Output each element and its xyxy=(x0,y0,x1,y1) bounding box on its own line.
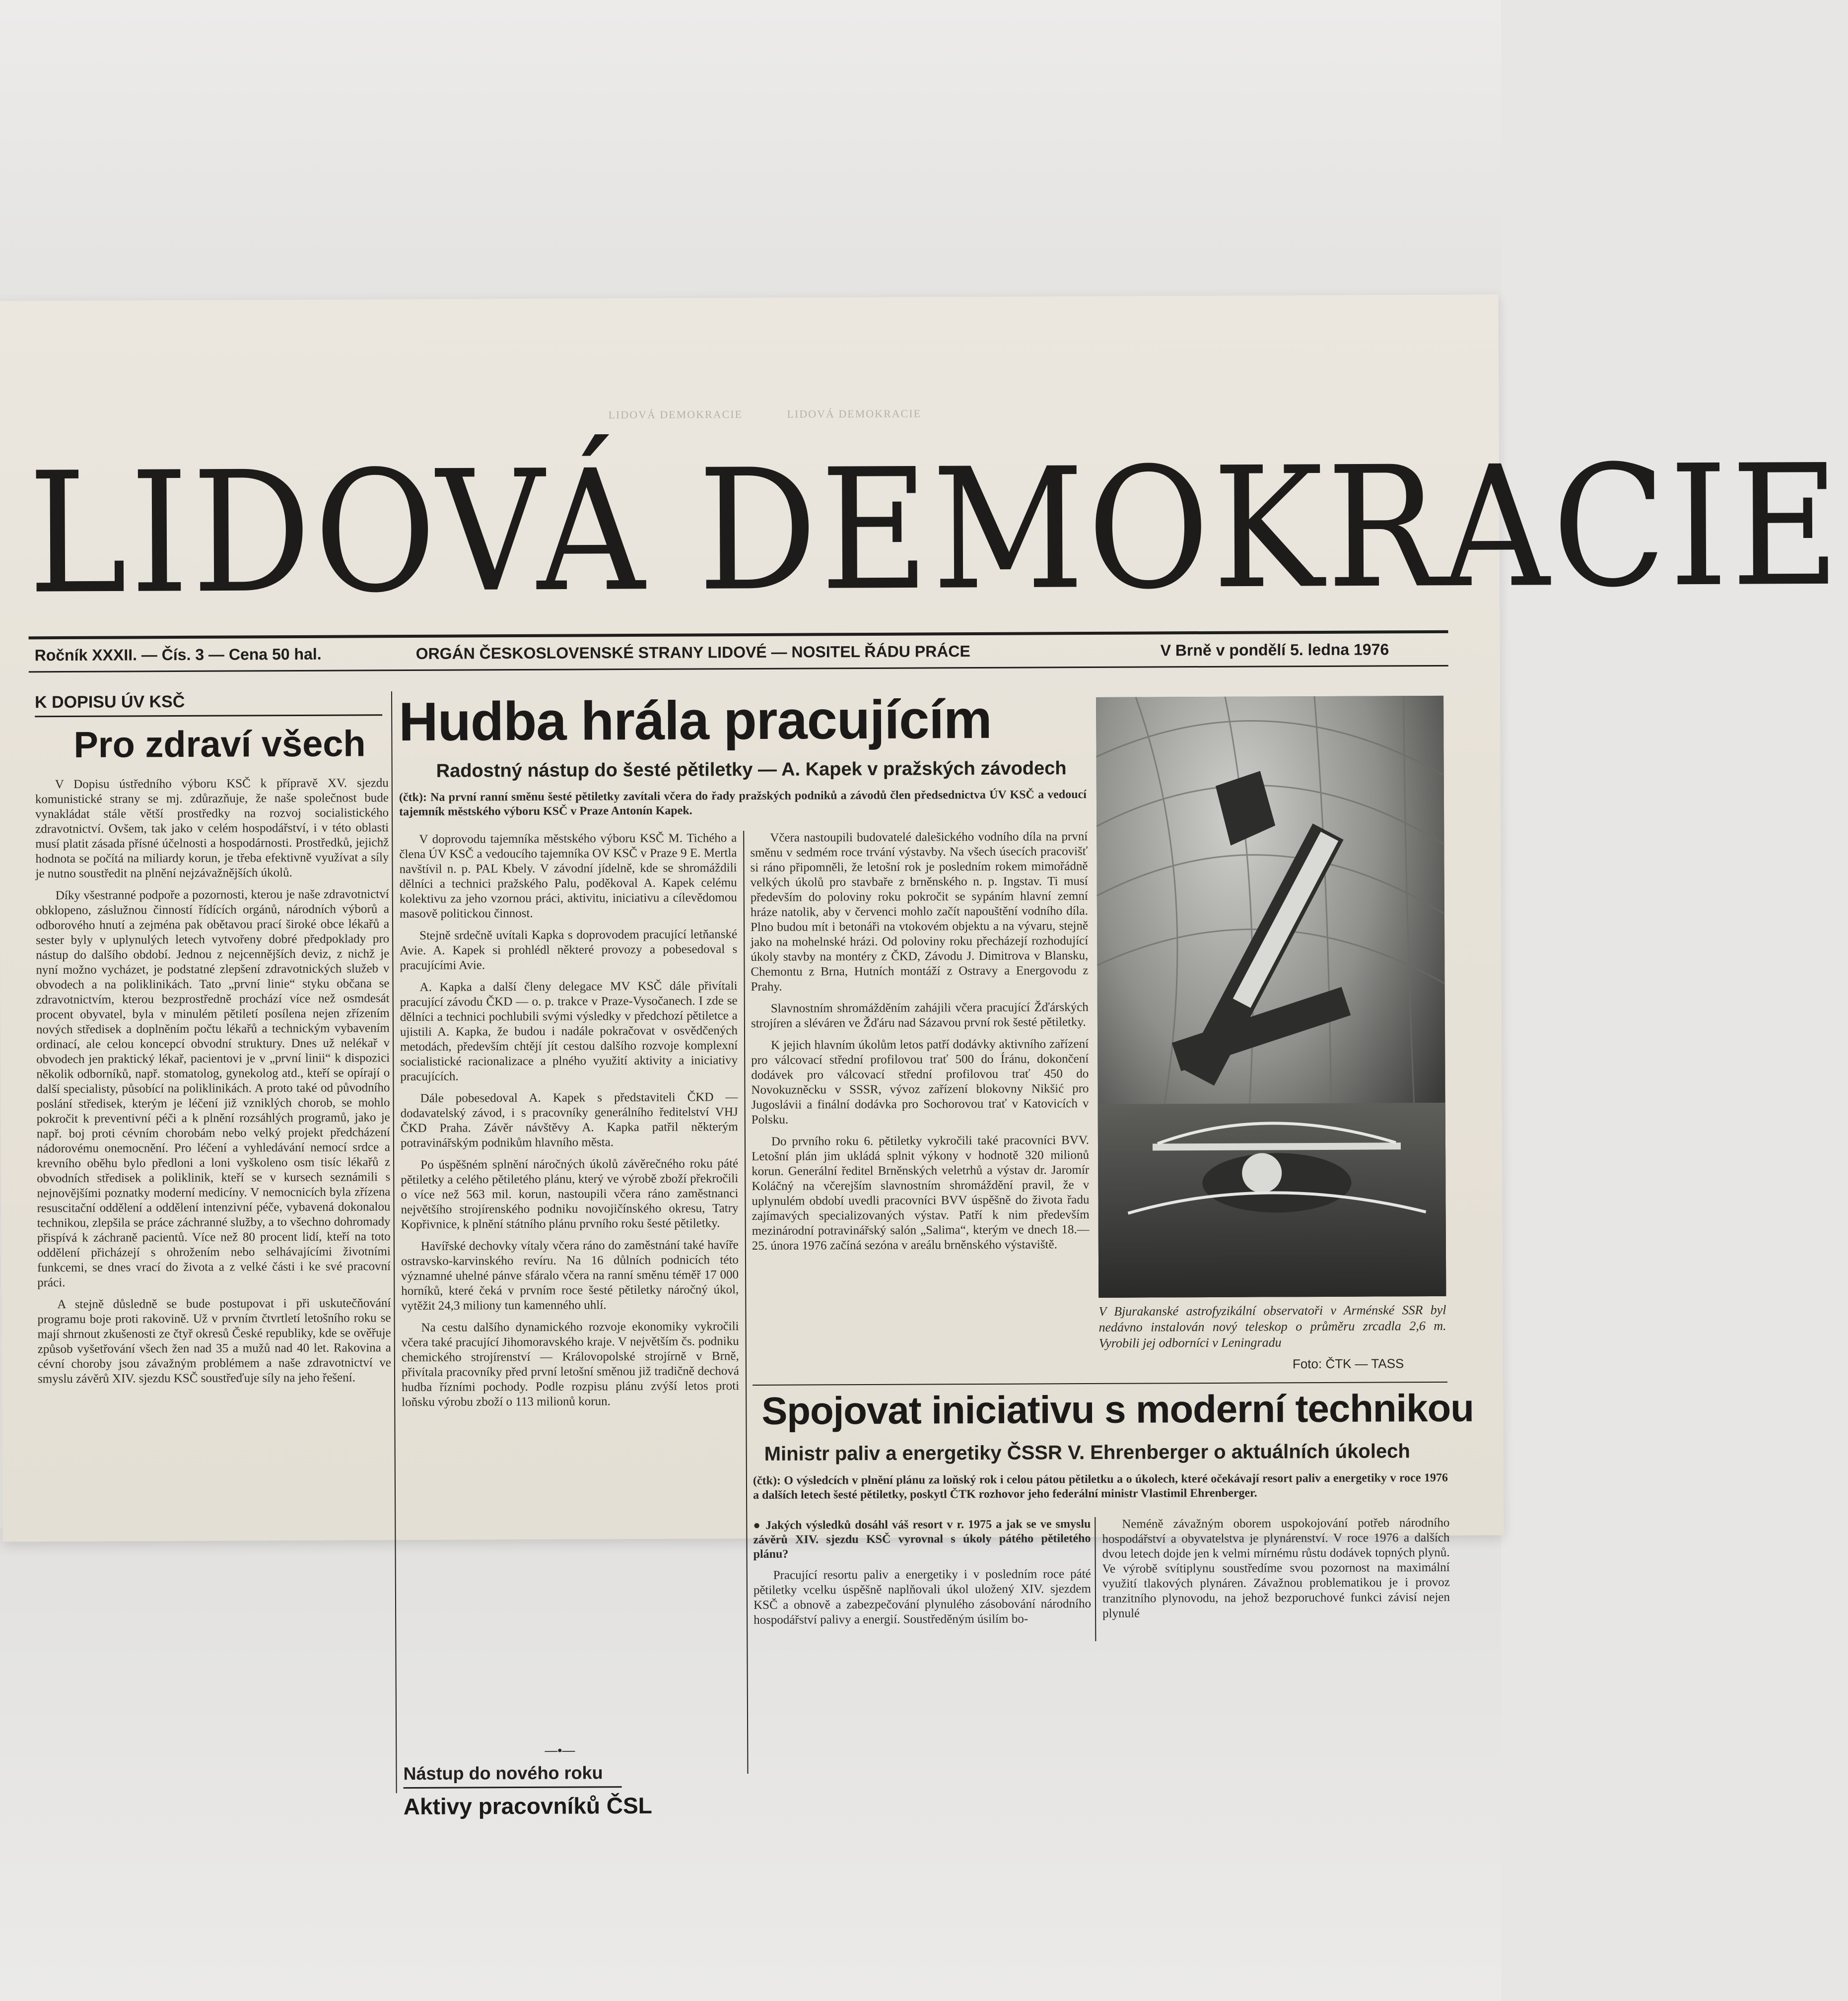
issue-volume: Ročník XXXII. — Čís. 3 — Cena 50 hal. xyxy=(34,645,322,665)
left-article-headline: Pro zdraví všech xyxy=(73,723,366,765)
sidebar-headline: Aktivy pracovníků ČSL xyxy=(403,1792,652,1820)
left-article-body xyxy=(35,776,393,1790)
left-paragraph: V Dopisu ústředního výboru KSČ k přípravě XV. sjezdu komunistické strany se mj. zdůrazňuje, že naše společnost bude vynakládat stále větší prostředky na rozvoj socialistického zdravotnictví. Ovšem, tak jako v celém hospodářství, i v této oblasti musí platit zásada přísné účelnosti a hospodárnosti. Prostředků, jejichž hodnota se počítá na miliardy korun, je třeba efektivně využívat a síly je nutno soustředit na plnění nejzávažnějších úkolů. xyxy=(35,776,389,881)
left-paragraph: Díky všestranné podpoře a pozornosti, kterou je naše zdravotnictví obklopeno, záslužnou činností řídících orgánů, národních výborů a odborového hnutí a zejména pak obětavou prací široké obce lékařů a sester byly v uplynulých letech vytvořeny dobré předpoklady pro nástup do dalšího období. Jednou z nejcennějších deviz, z nichž je nyní možno vycházet, je podstatné zlepšení zdravotnických služeb v obvodech a na poliklinikách. Tato „první linie“ styku občana se zdravotnictvím, kterou bezprostředně prochází více než osmdesát procent obyvatel, byla v minulém pětiletí posílena nejen zřízením nových středisek a doplněním počtu lékařů a technickým vybavením ordinací, ale celou koncepcí obvodní struktury. Dnes už nelékař v obvodech jen praktický lékař, pacientovi je v „první linii“ k dispozici několik odborníků, např. stomatolog, gynekolog atd., kteří se opírají o další specialisty, působící na poliklinikách. A proto také od původního poslání středisek, kterým je léčení již vzniklých chorob, se mohlo pokročit k preventivní péči a k plnění rozsáhlých programů, jako je např. boj proti cévním chorobám nebo velký projekt předcházení nádorovému onemocnění. Pro léčení a vyhledávání nemocí srdce a krevního oběhu bylo předloni a loni vyškoleno osm tisíc lékařů z obvodních středisek a poliklinik, kteří se v kursech seznámili s nejnovějšími poznatky moderní medicíny. V nemocnicích byla zřízena resuscitační oddělení a oddělení intenzivní péče, vybavená dokonalou technikou, zlepšila se práce záchranné služby, a to všechno dohromady přispívá k záchraně pacientů. Více než 80 procent lidí, kteří na toto oddělení přicházejí s ohrožením nebo selhávajícími životními funkcemi, se dnes vrací do života a z velké části i ke své pracovní práci. xyxy=(35,887,391,1290)
telescope-photo xyxy=(1096,696,1446,1298)
photo-credit: Foto: ČTK — TASS xyxy=(1292,1356,1404,1372)
masthead-title: LIDOVÁ DEMOKRACIE xyxy=(27,429,1844,631)
main-article-headline: Hudba hrála pracujícím xyxy=(398,688,992,753)
issue-date: V Brně v pondělí 5. ledna 1976 xyxy=(1160,640,1389,660)
newspaper-page xyxy=(0,294,1844,1820)
left-article-kicker: K DOPISU ÚV KSČ xyxy=(35,692,185,712)
tech-article-headline: Spojovat iniciativu s moderní technikou xyxy=(761,1386,1474,1433)
left-paragraph: A stejně důsledně se bude postupovat i při uskutečňování programu boje proti rakovině. Už v prvním čtvrtletí letošního roku se mají shrnout zkušenosti ze čtyř okresů České republiky, kde se ověřuje způsob vyšetřování všech žen nad 35 a mužů nad 40 let. Rakovina a cévní choroby jsou závažným problémem a naše zdravotnictví ve smyslu závěrů XIV. sjezdu KSČ soustřeďuje síly na jeho řešení. xyxy=(37,1296,391,1386)
tech-article-lead: (čtk): O výsledcích v plnění plánu za loňský rok i celou pátou pětiletku a o úkolech, které očekávají resort paliv a energetiky v roce 1976 a dalších letech šesté pětiletky, poskytl ČTK rozhovor jeho federální ministr Vlastimil Ehrenberger. xyxy=(753,1471,1448,1502)
main-col1-paragraph: Na cestu dalšího dynamického rozvoje ekonomiky vykročili včera také pracující Jihomoravského kraje. V největším čs. podniku chemického strojírenství — Královopolské strojírně v Brně, přivítala pracovníky před první letošní směnou již tradičně dechová hudba řízními pochody. Podle rozpisu plánu zvýší letos proti loňsku výrobu zboží o 113 milionů korun. xyxy=(401,1320,740,1409)
main-col1-paragraph: Stejně srdečně uvítali Kapka s doprovodem pracující letňanské Avie. A. Kapek si prohlédl některé provozy a pobesedoval s pracujícími Avie. xyxy=(400,928,738,973)
main-article-col1 xyxy=(399,831,741,1740)
main-article-lead: (čtk): Na první ranní směnu šesté pětiletky zavítali včera do řady pražských podniků a závodů člen předsednictva ÚV KSČ a vedoucí tajemník městského výboru KSČ v Praze Antonín Kapek. xyxy=(399,788,1087,819)
tech-article-answer xyxy=(753,1567,1092,1643)
main-col1-paragraph: Havířské dechovky vítaly včera ráno do zaměstnání také havíře ostravsko-karvinského revíru. Na 16 důlních podnicích této významné uhelné pánve sfáralo včera na ranní směnu téměř 17 000 horníků, které čeká v prvním roce šesté pětiletky náročný úkol, vytěžit 24,3 miliony tun kamenného uhlí. xyxy=(401,1238,739,1313)
tech-article-question: ● Jakých výsledků dosáhl váš resort v r. 1975 a jak se ve smyslu závěrů XIV. sjezdu KSČ vyrovnal s úkoly pátého pětiletého plánu? xyxy=(753,1518,1091,1561)
main-col2-paragraph: Včera nastoupili budovatelé dalešického vodního díla na první směnu v sedmém roce trvání výstavby. Na všech úsecích pracovišť si ráno připomněli, že letošní rok je posledním rokem mimořádně velkých úkolů pro stavbaře z brněnského n. p. Ingstav. Ti musí především do poloviny roku pokročit se sypáním hlavní zemní hráze natolik, aby v červenci mohlo začít napouštění vodního díla. Plno budou mít i betonáři na vtokovém objektu a na vývaru, stejně jako na mohelnské hrázi. Od poloviny roku přecházejí rozhodující úkoly stavby na montéry z ČKD, Závodu J. Dimitrova v Blansku, Chemontu z Brna, Hutních montáží z Ostravy a Energovodu z Prahy. xyxy=(750,830,1089,994)
tech-right-paragraph: Neméně závažným oborem uspokojování potřeb národního hospodářství a obyvatelstva je plynárenství. V roce 1976 a dalších dvou letech dojde jen k velmi mírnému růstu dodávek topných plynů. Ve výrobě svítiplynu soustředíme svou pozornost na maximální využití tlakových plynáren. Závažnou problematikou je i provoz tranzitního plynovodu, na jehož bezporuchové funkci závisí nejen plynulé xyxy=(1102,1516,1450,1620)
left-kicker-rule xyxy=(35,714,382,717)
article-divider: —•— xyxy=(545,1742,575,1758)
main-col1-paragraph: Dále pobesedoval A. Kapek s představiteli ČKD — dodavatelský závod, i s pracovníky generálního ředitelství VHJ ČKD Praha. Závěr návštěvy A. Kapka patřil některým potravinářským podnikům hlavního města. xyxy=(400,1090,738,1150)
bleed-runner-right: LIDOVÁ DEMOKRACIE xyxy=(787,407,922,420)
main-col2-paragraph: K jejich hlavním úkolům letos patří dodávky aktivního zařízení pro válcovací střední profilovou trať 500 do Íránu, dokončení dodávek pro válcovací střední profilovou trať 450 do Novokuzněcku v SSSR, vývoz zařízení blokovny Nikšić pro Jugoslávii a finální dodávka pro Sochorovou trať v Katovicích v Polsku. xyxy=(751,1037,1089,1127)
photo-caption-text: V Bjurakanské astrofyzikální observatoři v Arménské SSR byl nedávno instalován nový teleskop o průměru zrcadla 2,6 m. Vyrobili jej odborníci v Leningradu xyxy=(1098,1302,1446,1350)
main-col1-paragraph: A. Kapka a další členy delegace MV KSČ dále přivítali pracující závodu ČKD — o. p. trakce v Praze-Vysočanech. I zde se dělníci a technici pochlubili svými výsledky v předchozí pětiletce a ujistili A. Kapka, že budou i nadále pokračovat v osvědčených metodách, především chtějí jít cestou dalšího rozvoje komplexní socialistické racionalizace a plného využití aktivity a iniciativy pracujících. xyxy=(400,979,738,1084)
main-col2-paragraph: Slavnostním shromážděním zahájili včera pracující Žďárských strojíren a sléváren ve Žďáru nad Sázavou první rok šesté pětiletky. xyxy=(751,1000,1089,1030)
main-col1-paragraph: Po úspěšném splnění náročných úkolů závěrečného roku páté pětiletky a celého pětiletého plánu, který ve výrobě zboží překročili o více než 563 mil. korun, nastoupili včera ráno zaměstnanci největšího strojírenského podniku novojičínského okresu, Tatry Kopřivnice, k plnění státního plánu prvního roku šesté pětiletky. xyxy=(401,1157,739,1232)
tech-article-subhead: Ministr paliv a energetiky ČSSR V. Ehrenberger o aktuálních úkolech xyxy=(764,1440,1410,1465)
tech-answer-paragraph: Pracující resortu paliv a energetiky i v posledním roce páté pětiletky vcelku úspěšně naplňovali úkol uložený XIV. sjezdem KSČ a obnově a zabezpečování plynulého zásobování národního hospodářství palivy a energií. Soustředěným úsilím bo- xyxy=(753,1567,1092,1627)
bleed-runner-left: LIDOVÁ DEMOKRACIE xyxy=(608,408,743,421)
main-article-subhead: Radostný nástup do šesté pětiletky — A. Kapek v pražských závodech xyxy=(436,758,1067,782)
sidebar-kicker: Nástup do nového roku xyxy=(403,1762,603,1784)
photo-caption xyxy=(1098,1302,1446,1351)
main-col1-paragraph: V doprovodu tajemníka městského výboru KSČ M. Tichého a člena ÚV KSČ a vedoucího tajemníka OV KSČ v Praze 9 E. Mertla navštívil n. p. PAL Kbely. V závodní jídelně, kde se shromáždili dělníci a technici pražského Palu, poděkoval A. Kapek celému kolektivu za jeho vzornou práci, aktivitu, iniciativu a cílevědomou masově politickou činnost. xyxy=(399,831,737,921)
telescope-illustration xyxy=(1096,696,1446,1298)
background-surface-top xyxy=(0,0,1501,308)
main-col2-paragraph: Do prvního roku 6. pětiletky vykročili také pracovníci BVV. Letošní plán jim ukládá splnit výkony v hodnotě 320 milionů korun. Generální ředitel Brněnských veletrhů a výstav dr. Jaromír Koláčný na včerejším slavnostním shromáždění pravil, že v uplynulém období uvedli pracovníci BVV úspěšně do života řadu zajímavých specializovaných výstav. Patří k nim především mezinárodní potravinářský salón „Salima“, kterým ve dnech 18.—25. února 1976 začíná sezóna v areálu brněnského výstaviště. xyxy=(752,1134,1090,1253)
issue-organ: ORGÁN ČESKOSLOVENSKÉ STRANY LIDOVÉ — NOSITEL ŘÁDU PRÁCE xyxy=(415,642,970,663)
tech-article-right xyxy=(1102,1516,1450,1641)
